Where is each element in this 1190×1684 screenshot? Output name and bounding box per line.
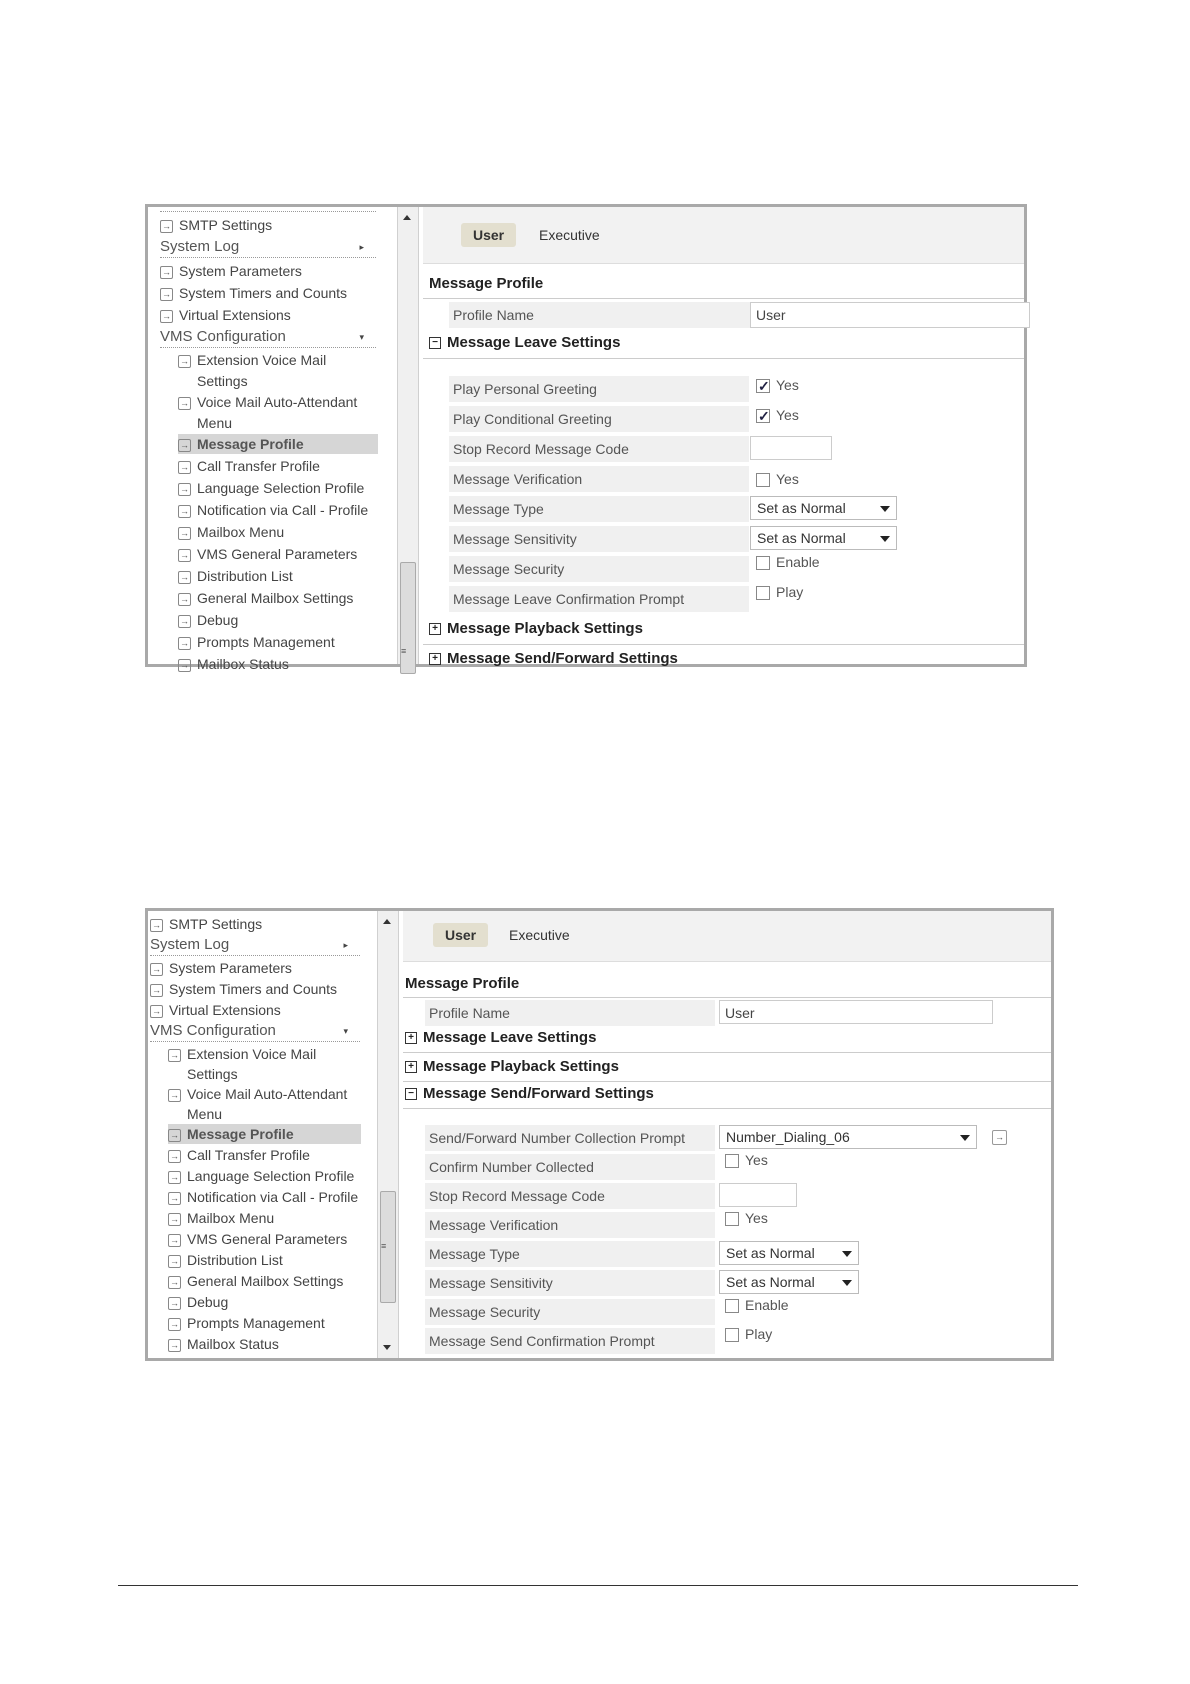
nav-item-extension-voice-mail[interactable]: → Extension Voice Mail	[170, 1046, 317, 1062]
arrow-right-icon: →	[170, 1171, 179, 1182]
arrow-right-icon: →	[170, 1049, 179, 1060]
arrow-right-icon: →	[152, 1005, 161, 1016]
checkbox-icon[interactable]	[756, 586, 770, 600]
divider	[423, 358, 1024, 359]
arrow-right-icon: →	[162, 220, 171, 231]
section-message-leave-settings[interactable]: + Message Leave Settings	[405, 1029, 596, 1046]
arrow-right-icon: →	[162, 288, 171, 299]
nav-item-system-parameters[interactable]: → System Parameters	[152, 960, 292, 976]
checkbox-icon[interactable]	[725, 1328, 739, 1342]
arrow-right-icon: →	[170, 1192, 179, 1203]
arrow-right-icon: →	[152, 919, 161, 930]
dropdown-arrow-icon	[842, 1280, 852, 1286]
main-panel	[399, 911, 1051, 1358]
collection-prompt-select[interactable]: Number_Dialing_06	[719, 1125, 977, 1149]
message-sensitivity-label: Message Sensitivity	[449, 526, 749, 552]
chevron-right-icon: ▸	[343, 940, 348, 950]
message-sensitivity-select[interactable]: Set as Normal	[719, 1270, 859, 1294]
nav-section-vms-configuration[interactable]: VMS Configuration ▾	[160, 327, 376, 348]
tab-executive[interactable]: Executive	[539, 227, 600, 243]
play-personal-greeting-checkbox[interactable]: ✓ Yes	[756, 376, 799, 394]
nav-item-call-transfer[interactable]: → Call Transfer Profile	[170, 1147, 310, 1163]
divider	[423, 298, 1024, 299]
chevron-right-icon: ▸	[359, 242, 364, 252]
panel-title: Message Profile	[429, 275, 544, 292]
nav-item-prompts-management[interactable]: → Prompts Management	[170, 1315, 325, 1331]
sidebar-scrollbar[interactable]	[377, 911, 399, 1358]
collection-prompt-label: Send/Forward Number Collection Prompt	[425, 1125, 715, 1151]
dropdown-arrow-icon	[960, 1135, 970, 1141]
divider	[403, 1081, 1051, 1082]
arrow-right-icon: →	[170, 1129, 179, 1140]
confirm-number-checkbox[interactable]: Yes	[725, 1151, 768, 1169]
stop-record-code-input[interactable]	[750, 436, 832, 460]
play-personal-greeting-label: Play Personal Greeting	[449, 376, 749, 402]
tab-bar	[423, 207, 1024, 264]
send-confirmation-prompt-label: Message Send Confirmation Prompt	[425, 1328, 715, 1354]
checkbox-checked-icon[interactable]	[756, 379, 770, 393]
arrow-right-icon: →	[180, 355, 189, 366]
dropdown-arrow-icon	[880, 506, 890, 512]
nav-item-message-profile[interactable]: → Message Profile	[178, 434, 378, 454]
arrow-right-icon: →	[180, 571, 189, 582]
divider	[403, 1052, 1051, 1053]
nav-item-virtual-extensions[interactable]: → Virtual Extensions	[162, 307, 291, 323]
screenshot-message-leave-settings	[145, 204, 1027, 672]
leave-confirmation-prompt-checkbox[interactable]: Play	[756, 583, 803, 601]
arrow-right-icon: →	[152, 984, 161, 995]
arrow-right-icon: →	[170, 1339, 179, 1350]
stop-record-code-input[interactable]	[719, 1183, 797, 1207]
arrow-right-icon: →	[170, 1234, 179, 1245]
sidebar-nav	[148, 911, 377, 1358]
arrow-right-icon: →	[180, 615, 189, 626]
nav-item-smtp-settings[interactable]: → SMTP Settings	[162, 217, 273, 233]
nav-item-vm-auto-attendant-cont[interactable]: Menu	[187, 1106, 223, 1122]
expand-icon[interactable]: +	[429, 623, 441, 635]
section-message-send-forward-settings[interactable]: + Message Send/Forward Settings	[429, 650, 678, 667]
stop-record-code-label: Stop Record Message Code	[425, 1183, 715, 1209]
nav-item-language-selection[interactable]: → Language Selection Profile	[180, 480, 365, 496]
screenshot-message-send-forward-settings	[145, 908, 1054, 1361]
sidebar-nav	[148, 207, 388, 672]
arrow-right-icon: →	[180, 659, 189, 670]
scroll-down-arrow-icon[interactable]	[383, 1345, 391, 1350]
nav-item-system-timers[interactable]: → System Timers and Counts	[152, 981, 338, 997]
scroll-up-arrow-icon[interactable]	[383, 919, 391, 924]
nav-section-system-log[interactable]: System Log ▸	[150, 935, 360, 956]
play-conditional-greeting-label: Play Conditional Greeting	[449, 406, 749, 432]
arrow-right-icon: →	[170, 1089, 179, 1100]
nav-item-distribution-list[interactable]: → Distribution List	[180, 568, 293, 584]
message-type-select[interactable]: Set as Normal	[719, 1241, 859, 1265]
message-security-label: Message Security	[425, 1299, 715, 1325]
message-verification-label: Message Verification	[425, 1212, 715, 1238]
arrow-right-icon: →	[162, 310, 171, 321]
nav-item-mailbox-menu[interactable]: → Mailbox Menu	[170, 1210, 275, 1226]
chevron-down-icon: ▾	[343, 1026, 348, 1036]
stop-record-code-label: Stop Record Message Code	[449, 436, 749, 462]
message-type-select[interactable]: Set as Normal	[750, 496, 897, 520]
checkbox-checked-icon[interactable]	[756, 409, 770, 423]
nav-item-vms-general[interactable]: → VMS General Parameters	[180, 546, 358, 562]
leave-confirmation-prompt-label: Message Leave Confirmation Prompt	[449, 586, 749, 612]
message-verification-checkbox[interactable]: Yes	[756, 470, 799, 488]
section-message-send-forward-settings[interactable]: − Message Send/Forward Settings	[405, 1085, 654, 1102]
message-sensitivity-label: Message Sensitivity	[425, 1270, 715, 1296]
nav-item-mailbox-menu[interactable]: → Mailbox Menu	[180, 524, 285, 540]
expand-icon[interactable]: +	[429, 653, 441, 665]
checkbox-icon[interactable]	[725, 1299, 739, 1313]
nav-item-message-profile[interactable]: → Message Profile	[168, 1124, 361, 1144]
nav-item-smtp-settings[interactable]: → SMTP Settings	[152, 916, 263, 932]
arrow-right-icon: →	[180, 637, 189, 648]
divider	[403, 1108, 1051, 1109]
nav-item-notification-call[interactable]: → Notification via Call - Profile	[180, 502, 369, 518]
checkbox-icon[interactable]	[725, 1154, 739, 1168]
arrow-right-icon: →	[170, 1255, 179, 1266]
expand-icon[interactable]: +	[405, 1032, 417, 1044]
grip-icon: ≡	[401, 646, 407, 656]
nav-item-extension-voice-mail-cont[interactable]: Settings	[197, 373, 248, 389]
section-message-playback-settings[interactable]: + Message Playback Settings	[405, 1058, 619, 1075]
nav-item-extension-voice-mail-cont[interactable]: Settings	[187, 1066, 238, 1082]
nav-item-vms-general[interactable]: → VMS General Parameters	[170, 1231, 348, 1247]
divider	[403, 997, 1051, 998]
tab-bar	[403, 911, 1051, 962]
tab-user[interactable]: User	[433, 923, 488, 947]
scroll-thumb[interactable]	[400, 562, 416, 674]
tab-executive[interactable]: Executive	[509, 927, 570, 943]
panel-title: Message Profile	[405, 975, 520, 992]
nav-item-prompts-management[interactable]: → Prompts Management	[180, 634, 335, 650]
arrow-right-icon: →	[180, 461, 189, 472]
divider	[160, 211, 376, 212]
message-security-label: Message Security	[449, 556, 749, 582]
message-type-label: Message Type	[449, 496, 749, 522]
profile-name-label: Profile Name	[425, 1000, 715, 1026]
nav-section-vms-configuration[interactable]: VMS Configuration ▾	[150, 1021, 360, 1042]
message-verification-label: Message Verification	[449, 466, 749, 492]
grip-icon: ≡	[381, 1241, 387, 1251]
section-message-playback-settings[interactable]: + Message Playback Settings	[429, 620, 643, 637]
nav-item-system-timers[interactable]: → System Timers and Counts	[162, 285, 348, 301]
arrow-right-icon: →	[162, 266, 171, 277]
chevron-down-icon: ▾	[359, 332, 364, 342]
nav-item-system-parameters[interactable]: → System Parameters	[162, 263, 302, 279]
arrow-right-icon: →	[170, 1318, 179, 1329]
expand-icon[interactable]: +	[405, 1061, 417, 1073]
nav-item-debug[interactable]: → Debug	[170, 1294, 229, 1310]
nav-item-general-mailbox[interactable]: → General Mailbox Settings	[180, 590, 354, 606]
message-sensitivity-select[interactable]: Set as Normal	[750, 526, 897, 550]
arrow-right-icon: →	[170, 1213, 179, 1224]
profile-name-label: Profile Name	[449, 302, 769, 328]
nav-item-language-selection[interactable]: → Language Selection Profile	[170, 1168, 355, 1184]
section-message-leave-settings[interactable]: − Message Leave Settings	[429, 334, 620, 351]
arrow-right-icon: →	[180, 527, 189, 538]
sidebar-scrollbar[interactable]	[397, 207, 419, 664]
dropdown-arrow-icon	[842, 1251, 852, 1257]
message-verification-checkbox[interactable]: Yes	[725, 1209, 768, 1227]
arrow-right-icon: →	[180, 549, 189, 560]
confirm-number-label: Confirm Number Collected	[425, 1154, 715, 1180]
nav-item-mailbox-status[interactable]: → Mailbox Status	[180, 656, 289, 672]
goto-arrow-icon[interactable]: →	[992, 1130, 1007, 1145]
dropdown-arrow-icon	[880, 536, 890, 542]
checkbox-icon[interactable]	[725, 1212, 739, 1226]
arrow-right-icon: →	[170, 1276, 179, 1287]
message-security-checkbox[interactable]: Enable	[725, 1296, 789, 1314]
nav-item-virtual-extensions[interactable]: → Virtual Extensions	[152, 1002, 281, 1018]
send-confirmation-prompt-checkbox[interactable]: Play	[725, 1325, 772, 1343]
nav-item-notification-call[interactable]: → Notification via Call - Profile	[170, 1189, 359, 1205]
footer-rule	[118, 1585, 1078, 1586]
message-security-checkbox[interactable]: Enable	[756, 553, 820, 571]
profile-name-input[interactable]: User	[719, 1000, 993, 1024]
nav-section-system-log[interactable]: System Log ▸	[160, 237, 376, 258]
arrow-right-icon: →	[152, 963, 161, 974]
scroll-up-arrow-icon[interactable]	[403, 215, 411, 220]
nav-item-distribution-list[interactable]: → Distribution List	[170, 1252, 283, 1268]
collapse-icon[interactable]: −	[429, 337, 441, 349]
nav-item-vm-auto-attendant-cont[interactable]: Menu	[197, 415, 233, 431]
nav-item-general-mailbox[interactable]: → General Mailbox Settings	[170, 1273, 344, 1289]
profile-name-input[interactable]: User	[750, 302, 1030, 328]
message-type-label: Message Type	[425, 1241, 715, 1267]
checkbox-icon[interactable]	[756, 556, 770, 570]
tab-user[interactable]: User	[461, 223, 516, 247]
play-conditional-greeting-checkbox[interactable]: ✓ Yes	[756, 406, 799, 424]
arrow-right-icon: →	[180, 593, 189, 604]
nav-item-vm-auto-attendant[interactable]: → Voice Mail Auto-Attendant	[170, 1086, 348, 1102]
arrow-right-icon: →	[180, 483, 189, 494]
main-panel	[419, 207, 1024, 667]
arrow-right-icon: →	[180, 439, 189, 450]
arrow-right-icon: →	[180, 397, 189, 408]
arrow-right-icon: →	[170, 1150, 179, 1161]
nav-item-call-transfer[interactable]: → Call Transfer Profile	[180, 458, 320, 474]
collapse-icon[interactable]: −	[405, 1088, 417, 1100]
checkbox-icon[interactable]	[756, 473, 770, 487]
arrow-right-icon: →	[180, 505, 189, 516]
nav-item-mailbox-status[interactable]: → Mailbox Status	[170, 1336, 279, 1352]
arrow-right-icon: →	[170, 1297, 179, 1308]
nav-item-extension-voice-mail[interactable]: → Extension Voice Mail	[180, 352, 327, 368]
divider	[423, 644, 1024, 645]
nav-item-debug[interactable]: → Debug	[180, 612, 239, 628]
nav-item-vm-auto-attendant[interactable]: → Voice Mail Auto-Attendant	[180, 394, 358, 410]
